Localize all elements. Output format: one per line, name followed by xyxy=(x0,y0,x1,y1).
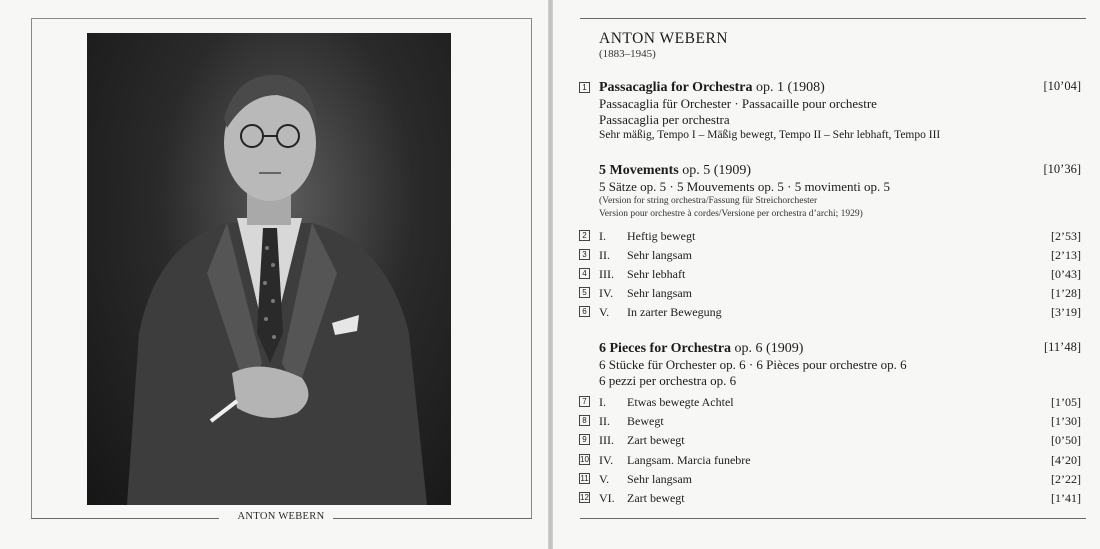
movement-number: III. xyxy=(599,267,614,281)
movement-row xyxy=(599,433,1081,449)
movement-name: Sehr langsam xyxy=(627,472,692,486)
work-subtitle: Passacaglia per orchestra xyxy=(599,112,730,127)
movement-number: III. xyxy=(599,433,614,447)
movement-number: IV. xyxy=(599,286,614,300)
track-number: 10 xyxy=(580,455,589,464)
movement-time: [1’05] xyxy=(1051,395,1081,409)
composer-name: ANTON WEBERN xyxy=(599,30,728,47)
movement-row xyxy=(599,229,1081,245)
movement-time: [1’30] xyxy=(1051,414,1081,428)
movement-number: IV. xyxy=(599,453,614,467)
track-number: 8 xyxy=(579,415,590,426)
top-rule xyxy=(580,18,1086,19)
movement-name: Sehr langsam xyxy=(627,286,692,300)
movement-row xyxy=(599,286,1081,302)
movement-time: [1’28] xyxy=(1051,286,1081,300)
movement-time: [2’13] xyxy=(1051,248,1081,262)
movement-name: Bewegt xyxy=(627,414,664,428)
track-number: 5 xyxy=(579,287,590,298)
track-number: 4 xyxy=(579,268,590,279)
movement-row xyxy=(599,472,1081,488)
movement-number: II. xyxy=(599,248,610,262)
movement-number: VI. xyxy=(599,491,615,505)
portrait-illustration xyxy=(87,33,451,505)
work-title: Passacaglia for Orchestra op. 1 (1908) xyxy=(599,80,825,95)
track-number: 7 xyxy=(579,396,590,407)
track-number: 9 xyxy=(579,434,590,445)
movement-number: II. xyxy=(599,414,610,428)
movement-time: [2’22] xyxy=(1051,472,1081,486)
work-note: Version pour orchestre à cordes/Versione per orchestra d’archi; 1929) xyxy=(599,209,863,219)
movement-name: Zart bewegt xyxy=(627,491,685,505)
work-subtitle: 6 Stücke für Orchester op. 6 · 6 Pièces pour orchestre op. 6 xyxy=(599,357,907,372)
work-subtitle: Passacaglia für Orchester · Passacaille pour orchestre xyxy=(599,96,877,111)
movement-time: [2’53] xyxy=(1051,229,1081,243)
movement-row xyxy=(599,453,1081,469)
movement-time: [0’43] xyxy=(1051,267,1081,281)
bottom-rule xyxy=(580,518,1086,519)
work-5-movements xyxy=(599,162,1081,221)
movement-row xyxy=(599,267,1081,283)
track-number: 11 xyxy=(580,474,589,483)
movement-row xyxy=(599,395,1081,411)
movement-time: [4’20] xyxy=(1051,453,1081,467)
movement-number: I. xyxy=(599,395,606,409)
movement-name: Heftig bewegt xyxy=(627,229,696,243)
work-subtitle: 5 Sätze op. 5 · 5 Mouvements op. 5 · 5 movimenti op. 5 xyxy=(599,179,891,194)
work-subtitle: 6 pezzi per orchestra op. 6 xyxy=(599,373,737,388)
movement-number: I. xyxy=(599,229,606,243)
track-number: 2 xyxy=(579,230,590,241)
work-note: (Version for string orchestra/Fassung für Streichorchester xyxy=(599,196,818,206)
movement-name: Sehr lebhaft xyxy=(627,267,686,281)
work-tempo: Sehr mäßig, Tempo I – Mäßig bewegt, Tempo II – Sehr lebhaft, Tempo III xyxy=(599,129,941,141)
caption-rule-right xyxy=(333,518,532,519)
track-number: 12 xyxy=(580,493,589,502)
movement-time: [3’19] xyxy=(1051,305,1081,319)
movement-name: In zarter Bewegung xyxy=(627,305,722,319)
movement-row xyxy=(599,414,1081,430)
composer-dates: (1883–1945) xyxy=(599,48,656,60)
track-number: 1 xyxy=(579,82,590,93)
work-duration: [10’36] xyxy=(1043,162,1081,176)
track-number: 3 xyxy=(579,249,590,260)
movement-number: V. xyxy=(599,472,610,486)
work-title: 6 Pieces for Orchestra op. 6 (1909) xyxy=(599,341,804,356)
movement-name: Sehr langsam xyxy=(627,248,692,262)
photo-caption: ANTON WEBERN xyxy=(237,511,325,522)
movement-time: [1’41] xyxy=(1051,491,1081,505)
work-duration: [10’04] xyxy=(1043,79,1081,93)
work-6-pieces xyxy=(599,340,1081,389)
work-title: 5 Movements op. 5 (1909) xyxy=(599,163,752,178)
movement-name: Etwas bewegte Achtel xyxy=(627,395,734,409)
movement-row xyxy=(599,491,1081,507)
movement-row xyxy=(599,248,1081,264)
caption-rule-left xyxy=(31,518,219,519)
movement-number: V. xyxy=(599,305,610,319)
movement-row xyxy=(599,305,1081,321)
movement-time: [0’50] xyxy=(1051,433,1081,447)
movement-name: Zart bewegt xyxy=(627,433,685,447)
work-passacaglia xyxy=(599,79,1081,143)
movement-name: Langsam. Marcia funebre xyxy=(627,453,751,467)
portrait-photo xyxy=(87,33,451,505)
work-duration: [11’48] xyxy=(1043,340,1081,354)
track-number: 6 xyxy=(579,306,590,317)
